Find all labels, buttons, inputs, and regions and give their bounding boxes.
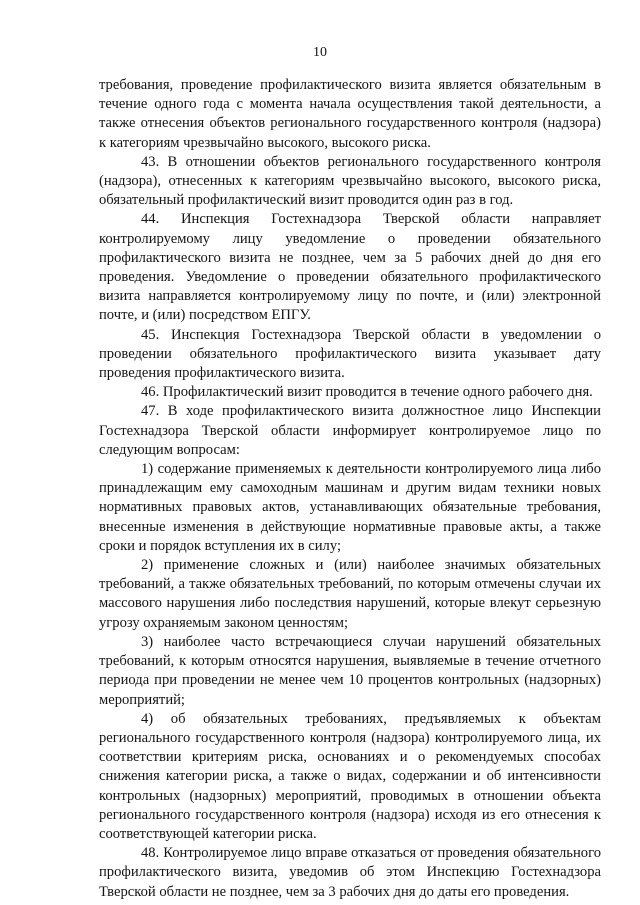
paragraph: 48. Контролируемое лицо вправе отказаться от проведения обязательного профилактического визита, уведомив об этом Инспекцию Гостехнадзора Тверской области не позднее, чем за 3 рабочих дня до даты его проведения. xyxy=(99,845,601,900)
paragraph: 43. В отношении объектов регионального государственного контроля (надзора), отнесенных к категориям чрезвычайно высокого, высокого риска, обязательный профилактический визит проводится один раз в год. xyxy=(99,153,601,209)
paragraph: 1) содержание применяемых к деятельности контролируемого лица либо принадлежащим ему самоходным машинам и другим видам техники новых нормативных правовых актов, устанавливающих обязательные требования, внесенные изменения в действующие нормативные правовые акты, а также сроки и порядок вступления их в силу; xyxy=(99,461,601,554)
paragraph: 46. Профилактический визит проводится в течение одного рабочего дня. xyxy=(141,384,593,401)
document-text-body xyxy=(99,76,601,902)
paragraph: 2) применение сложных и (или) наиболее значимых обязательных требований, а также обязательных требований, по которым отмечены случаи их массового нарушения либо последствия нарушений, которые влекут серьезную угрозу охраняемым законом ценностям; xyxy=(99,557,601,631)
paragraph: 4) об обязательных требованиях, предъявляемых к объектам регионального государственного контроля (надзора) контролируемого лица, их соответствии критериям риска, основаниях и о рекомендуемых способах снижения категории риска, а также о видах, содержании и об интенсивности контрольных (надзорных) мероприятий, проводимых в отношении объекта регионального государственного контроля (надзора) исходя из его отнесения к соответствующей категории риска. xyxy=(99,710,601,842)
page-number: 10 xyxy=(313,45,327,60)
paragraph: 3) наиболее часто встречающиеся случаи нарушений обязательных требований, к которым относятся нарушения, выявляемые в течение отчетного периода при проведении не менее чем 10 процентов контрольных (надзорных) мероприятий; xyxy=(99,633,601,708)
paragraph: 44. Инспекция Гостехнадзора Тверской области направляет контролируемому лицу уведомление о проведении обязательного профилактического визита не позднее, чем за 5 рабочих дней до дня его проведения. Уведомление о проведении обязательного профилактического визита направляется контролируемому лицу по почте, и (или) электронной почте, и (или) посредством ЕПГУ. xyxy=(99,211,601,324)
paragraph: требования, проведение профилактического визита является обязательным в течение одного года с момента начала осуществления такой деятельности, а также отнесения объектов регионального государственного контроля (надзора) к категориям чрезвычайно высокого, высокого риска. xyxy=(99,77,601,151)
paragraph: 47. В ходе профилактического визита должностное лицо Инспекции Гостехнадзора Тверской области информирует контролируемое лицо по следующим вопросам: xyxy=(99,403,601,458)
paragraph: 45. Инспекция Гостехнадзора Тверской области в уведомлении о проведении обязательного профилактического визита указывает дату проведения профилактического визита. xyxy=(99,326,601,382)
